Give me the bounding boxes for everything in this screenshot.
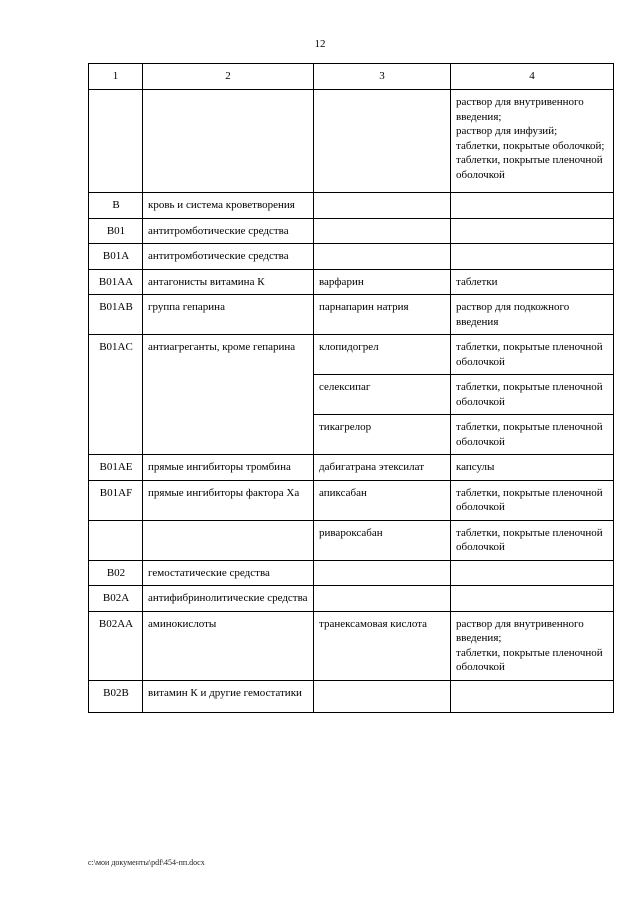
group-cell: антитромботические средства — [143, 244, 314, 270]
table-row — [89, 455, 614, 481]
form-cell — [451, 90, 614, 193]
table-row — [89, 244, 614, 270]
drug-cell: тикагрелор — [314, 415, 451, 455]
form-cell — [451, 560, 614, 586]
atc-code-cell — [89, 520, 143, 560]
group-cell: прямые ингибиторы тромбина — [143, 455, 314, 481]
drug-cell — [314, 244, 451, 270]
drug-cell: ривароксабан — [314, 520, 451, 560]
form-cell — [451, 520, 614, 560]
form-line: раствор для внутривенного введения; — [456, 96, 584, 123]
form-line: раствор для подкожного введения — [456, 301, 570, 328]
form-line: таблетки — [456, 275, 498, 288]
table-row — [89, 295, 614, 335]
atc-code-cell: B01A — [89, 244, 143, 270]
table-row — [89, 90, 614, 193]
atc-code-cell: B01 — [89, 218, 143, 244]
drug-cell — [314, 218, 451, 244]
footer-file-path: c:\мои документы\pdf\454-пп.docx — [88, 858, 205, 867]
page-number: 12 — [314, 38, 326, 50]
drug-cell: апиксабан — [314, 480, 451, 520]
drug-cell — [314, 193, 451, 219]
form-line: раствор для инфузий; — [456, 125, 558, 137]
group-cell: прямые ингибиторы фактора Xa — [143, 480, 314, 520]
table-row — [89, 680, 614, 713]
table-row — [89, 480, 614, 520]
form-line: капсулы — [456, 461, 495, 473]
form-cell — [451, 586, 614, 612]
atc-code-cell: B02AA — [89, 611, 143, 680]
atc-code-cell: B02A — [89, 586, 143, 612]
drug-cell — [314, 680, 451, 713]
table-row — [89, 560, 614, 586]
table-row — [89, 520, 614, 560]
form-cell — [451, 218, 614, 244]
group-cell: кровь и система кроветворения — [143, 193, 314, 219]
atc-code-cell: B02 — [89, 560, 143, 586]
atc-code-cell: B02B — [89, 680, 143, 713]
drug-cell: транексамовая кислота — [314, 611, 451, 680]
form-line: таблетки, покрытые пленочной оболочкой — [456, 486, 603, 513]
atc-code-cell: B01AA — [89, 269, 143, 295]
group-cell: антитромботические средства — [143, 218, 314, 244]
group-cell: гемостатические средства — [143, 560, 314, 586]
column-header-2: 2 — [143, 64, 314, 90]
drug-cell — [314, 560, 451, 586]
drug-cell: селексипаг — [314, 375, 451, 415]
form-line: таблетки, покрытые пленочной оболочкой — [456, 421, 603, 448]
column-header-3: 3 — [314, 64, 451, 90]
group-cell: антифибринолитические средства — [143, 586, 314, 612]
drug-cell: клопидогрел — [314, 335, 451, 375]
group-cell: антиагреганты, кроме гепарина — [143, 335, 314, 455]
drug-cell: дабигатрана этексилат — [314, 455, 451, 481]
column-header-4: 4 — [451, 64, 614, 90]
group-cell — [143, 520, 314, 560]
form-cell — [451, 244, 614, 270]
group-cell: группа гепарина — [143, 295, 314, 335]
table-header-row — [89, 64, 614, 90]
form-cell — [451, 269, 614, 295]
form-cell — [451, 193, 614, 219]
form-cell — [451, 680, 614, 713]
form-line: таблетки, покрытые пленочной оболочкой — [456, 381, 603, 408]
column-header-1: 1 — [89, 64, 143, 90]
atc-code-cell: B01AE — [89, 455, 143, 481]
form-line: таблетки, покрытые пленочной оболочкой — [456, 341, 603, 368]
table-row — [89, 586, 614, 612]
form-cell — [451, 335, 614, 375]
table-row — [89, 611, 614, 680]
group-cell: витамин К и другие гемостатики — [143, 680, 314, 713]
form-line: раствор для внутривенного введения; — [456, 617, 584, 644]
atc-code-cell: B — [89, 193, 143, 219]
form-cell — [451, 455, 614, 481]
group-cell: аминокислоты — [143, 611, 314, 680]
drug-cell — [314, 586, 451, 612]
drug-cell: парнапарин натрия — [314, 295, 451, 335]
atc-code-cell — [89, 90, 143, 193]
drug-cell — [314, 90, 451, 193]
form-line: таблетки, покрытые пленочной оболочкой — [456, 526, 603, 553]
drug-table — [88, 63, 614, 713]
form-line: таблетки, покрытые пленочной оболочкой — [456, 646, 603, 673]
drug-cell: варфарин — [314, 269, 451, 295]
atc-code-cell: B01AF — [89, 480, 143, 520]
group-cell — [143, 90, 314, 193]
form-cell — [451, 611, 614, 680]
table-row — [89, 335, 614, 375]
table-row — [89, 193, 614, 219]
group-cell: антагонисты витамина К — [143, 269, 314, 295]
form-line: таблетки, покрытые оболочкой; — [456, 139, 605, 152]
form-cell — [451, 480, 614, 520]
atc-code-cell: B01AC — [89, 335, 143, 455]
table-row — [89, 218, 614, 244]
form-line: таблетки, покрытые пленочной оболочкой — [456, 154, 603, 181]
form-cell — [451, 415, 614, 455]
form-cell — [451, 295, 614, 335]
table-row — [89, 269, 614, 295]
atc-code-cell: B01AB — [89, 295, 143, 335]
form-cell — [451, 375, 614, 415]
